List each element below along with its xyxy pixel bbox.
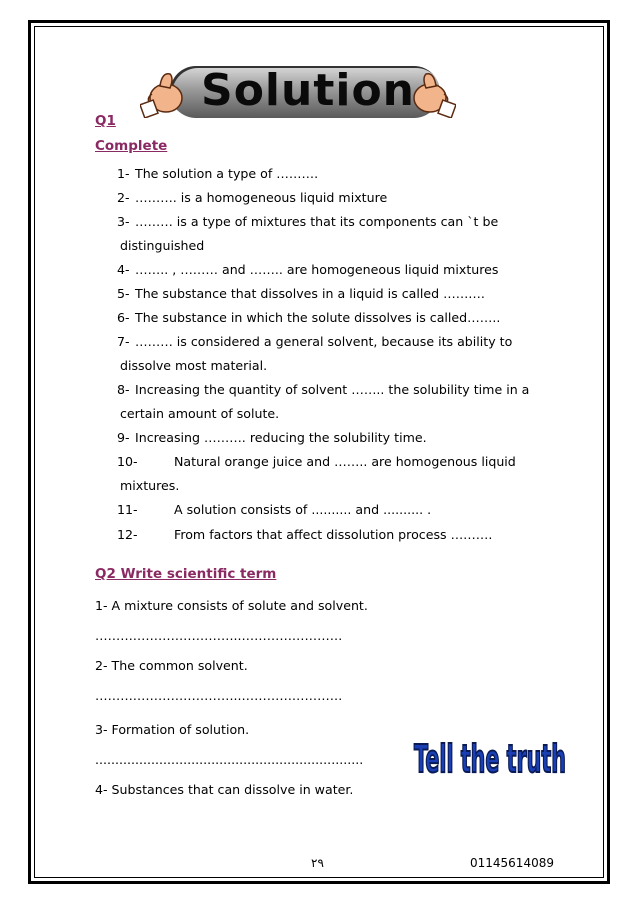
list-item: From factors that affect dissolution process ………. xyxy=(174,527,493,542)
list-item-continuation: mixtures. xyxy=(120,478,180,493)
term-question: 4- Substances that can dissolve in water. xyxy=(95,782,354,797)
list-item: The substance in which the solute dissolves is called…….. xyxy=(135,310,501,325)
term-question: 3- Formation of solution. xyxy=(95,722,250,737)
list-item-number: 11- xyxy=(117,502,138,517)
list-item-number: 7- xyxy=(117,334,130,349)
list-item-continuation: certain amount of solute. xyxy=(120,406,280,421)
answer-line: ................................................................... xyxy=(95,752,364,767)
svg-text:Tell the truth: Tell the truth xyxy=(414,737,566,781)
answer-line: ……………………………..…………………… xyxy=(95,628,343,643)
title-banner xyxy=(148,64,448,122)
list-item: Increasing ………. reducing the solubility time. xyxy=(135,430,427,445)
list-item-number: 5- xyxy=(117,286,130,301)
list-item: The substance that dissolves in a liquid is called ………. xyxy=(135,286,485,301)
page-number: ٢٩ xyxy=(311,856,324,870)
list-item-number: 3- xyxy=(117,214,130,229)
list-item: ………. is a homogeneous liquid mixture xyxy=(135,190,388,205)
term-question: 2- The common solvent. xyxy=(95,658,248,673)
hand-pointing-icon xyxy=(140,68,186,118)
list-item: Natural orange juice and …….. are homogenous liquid xyxy=(174,454,516,469)
q1-subheading: Complete xyxy=(95,138,168,154)
list-item-number: 1- xyxy=(117,166,130,181)
list-item: Increasing the quantity of solvent …….. the solubility time in a xyxy=(135,382,530,397)
list-item-continuation: distinguished xyxy=(120,238,205,253)
banner-title: Solution xyxy=(201,65,415,116)
list-item-number: 4- xyxy=(117,262,130,277)
tell-the-truth-stamp xyxy=(410,722,570,784)
list-item: ……… is considered a general solvent, because its ability to xyxy=(135,334,513,349)
list-item-continuation: dissolve most material. xyxy=(120,358,268,373)
q2-heading: Q2 Write scientific term xyxy=(95,566,277,582)
list-item-number: 9- xyxy=(117,430,130,445)
list-item: ……… is a type of mixtures that its components can `t be xyxy=(135,214,499,229)
list-item: A solution consists of .......... and .......... . xyxy=(174,502,432,517)
term-question: 1- A mixture consists of solute and solvent. xyxy=(95,598,368,613)
list-item: The solution a type of ………. xyxy=(135,166,319,181)
list-item-number: 8- xyxy=(117,382,130,397)
phone-number: 01145614089 xyxy=(470,856,554,870)
list-item-number: 10- xyxy=(117,454,138,469)
list-item: …….. , ……… and …….. are homogeneous liquid mixtures xyxy=(135,262,499,277)
answer-line: ……………………………..…………………… xyxy=(95,688,343,703)
q1-heading: Q1 xyxy=(95,113,116,129)
list-item-number: 2- xyxy=(117,190,130,205)
list-item-number: 12- xyxy=(117,527,138,542)
list-item-number: 6- xyxy=(117,310,130,325)
